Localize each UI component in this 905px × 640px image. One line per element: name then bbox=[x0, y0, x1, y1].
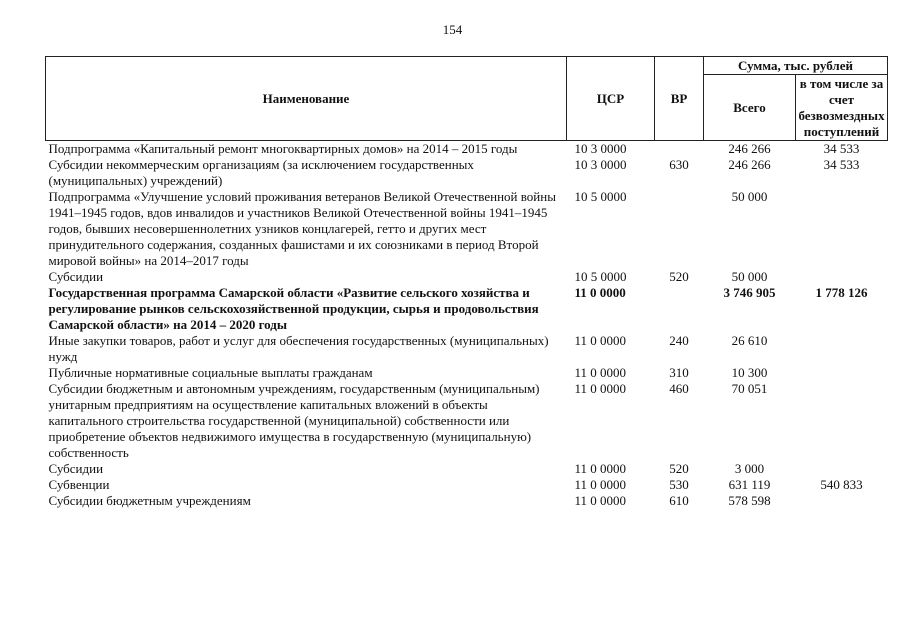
row-free-cell bbox=[796, 189, 888, 269]
table-body bbox=[46, 141, 888, 510]
row-name-cell: Субсидии бюджетным и автономным учреждениям, государственным (муниципальным) унитарным предприятиям на осуществление капитальных вложений в объекты капитального строительства государственной (муниципальной) собственности или приобретение объектов недвижимого имущества в государственную (муниципальную) собственность bbox=[48, 381, 540, 460]
row-total-cell: 50 000 bbox=[731, 269, 768, 284]
table-row bbox=[46, 269, 888, 285]
row-vr-cell: 630 bbox=[669, 157, 689, 172]
row-name-cell: Субсидии бюджетным учреждениям bbox=[48, 493, 251, 508]
row-vr-cell bbox=[655, 189, 704, 269]
page-number: 154 bbox=[442, 22, 463, 37]
row-free-cell: 34 533 bbox=[823, 157, 860, 172]
total-column-header: Всего bbox=[704, 75, 796, 141]
row-free-cell bbox=[796, 381, 888, 461]
row-name-cell: Субсидии bbox=[48, 461, 104, 476]
table-header bbox=[46, 57, 888, 141]
row-total-cell: 10 300 bbox=[731, 365, 768, 380]
row-vr-cell: 520 bbox=[669, 269, 689, 284]
table-row bbox=[46, 461, 888, 477]
table-row bbox=[46, 157, 888, 189]
row-vr-cell bbox=[655, 285, 704, 333]
row-free-cell bbox=[796, 333, 888, 365]
row-vr-cell: 520 bbox=[669, 461, 689, 476]
row-free-cell: 34 533 bbox=[823, 141, 860, 156]
row-csr-cell: 10 5 0000 bbox=[574, 269, 627, 284]
row-vr-cell: 460 bbox=[669, 381, 689, 396]
row-total-cell: 70 051 bbox=[731, 381, 768, 396]
row-csr-cell: 11 0 0000 bbox=[574, 477, 627, 492]
table-row bbox=[46, 189, 888, 269]
row-name-cell: Субвенции bbox=[48, 477, 110, 492]
row-vr-cell bbox=[655, 141, 704, 158]
row-free-cell bbox=[796, 461, 888, 477]
row-csr-cell: 11 0 0000 bbox=[574, 461, 627, 476]
table-row bbox=[46, 477, 888, 493]
table-row bbox=[46, 285, 888, 333]
csr-column-header: ЦСР bbox=[567, 57, 655, 141]
row-free-cell bbox=[796, 365, 888, 381]
row-free-cell: 540 833 bbox=[820, 477, 863, 492]
row-csr-cell: 11 0 0000 bbox=[574, 381, 627, 396]
name-column-header: Наименование bbox=[46, 57, 567, 141]
row-csr-cell: 11 0 0000 bbox=[574, 365, 627, 380]
row-vr-cell: 610 bbox=[669, 493, 689, 508]
row-name-cell: Субсидии bbox=[48, 269, 104, 284]
free-column-header: в том числе за счет безвозмездных поступлений bbox=[796, 75, 888, 141]
row-total-cell: 631 119 bbox=[728, 477, 771, 492]
row-free-cell: 1 778 126 bbox=[815, 285, 868, 300]
row-csr-cell: 11 0 0000 bbox=[574, 493, 627, 508]
row-vr-cell: 530 bbox=[669, 477, 689, 492]
table-row bbox=[46, 493, 888, 509]
row-vr-cell: 240 bbox=[669, 333, 689, 348]
table-row bbox=[46, 333, 888, 365]
budget-table bbox=[45, 56, 888, 509]
row-total-cell: 246 266 bbox=[728, 157, 771, 172]
row-name-cell: Подпрограмма «Капитальный ремонт многоквартирных домов» на 2014 – 2015 годы bbox=[48, 141, 518, 156]
row-csr-cell: 11 0 0000 bbox=[574, 285, 626, 300]
row-free-cell bbox=[796, 493, 888, 509]
vr-column-header: ВР bbox=[655, 57, 704, 141]
row-csr-cell: 11 0 0000 bbox=[574, 333, 627, 348]
row-total-cell: 3 000 bbox=[734, 461, 765, 476]
row-total-cell: 26 610 bbox=[731, 333, 768, 348]
row-name-cell: Подпрограмма «Улучшение условий проживания ветеранов Великой Отечественной войны 1941–1945 годов, вдов инвалидов и участников Великой Отечественной войны 1941–1945 годов, бывших несовершеннолетних узников концлагерей, гетто и других мест принудительного содержания, созданных фашистами и их союзниками в период Второй мировой войны» на 2014–2017 годы bbox=[48, 189, 556, 268]
row-name-cell: Субсидии некоммерческим организациям (за исключением государственных (муниципальных) учреждений) bbox=[48, 157, 474, 188]
row-csr-cell: 10 3 0000 bbox=[574, 157, 627, 172]
row-name-cell: Государственная программа Самарской области «Развитие сельского хозяйства и регулирование рынков сельскохозяйственной продукции, сырья и продовольствия Самарской области» на 2014 – 2020 годы bbox=[48, 285, 539, 332]
row-total-cell: 578 598 bbox=[728, 493, 771, 508]
table-row bbox=[46, 141, 888, 158]
row-name-cell: Публичные нормативные социальные выплаты гражданам bbox=[48, 365, 373, 380]
row-total-cell: 50 000 bbox=[731, 189, 768, 204]
row-vr-cell: 310 bbox=[669, 365, 689, 380]
row-name-cell: Иные закупки товаров, работ и услуг для обеспечения государственных (муниципальных) нужд bbox=[48, 333, 549, 364]
row-free-cell bbox=[796, 269, 888, 285]
table-row bbox=[46, 365, 888, 381]
row-total-cell: 246 266 bbox=[728, 141, 771, 156]
table-row bbox=[46, 381, 888, 461]
sum-column-header: Сумма, тыс. рублей bbox=[704, 57, 888, 75]
row-total-cell: 3 746 905 bbox=[723, 285, 776, 300]
row-csr-cell: 10 3 0000 bbox=[574, 141, 627, 156]
row-csr-cell: 10 5 0000 bbox=[574, 189, 627, 204]
